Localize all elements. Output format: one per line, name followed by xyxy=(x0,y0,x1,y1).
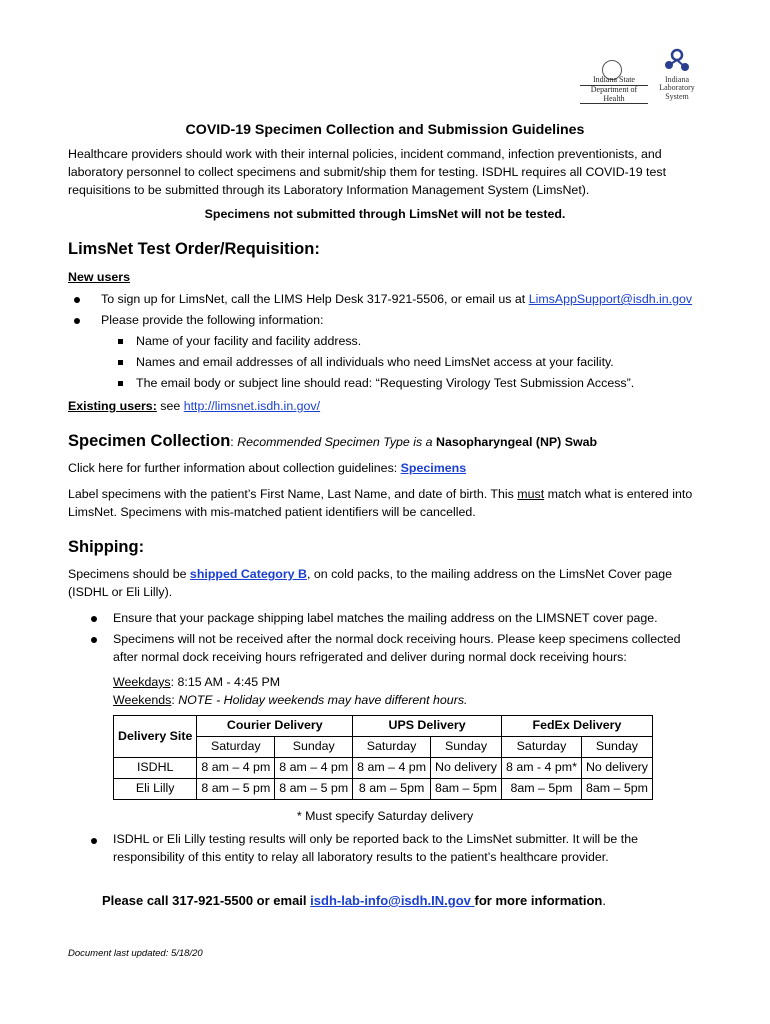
weekends-label: Weekends xyxy=(113,692,172,707)
saturday-delivery-note: * Must specify Saturday delivery xyxy=(296,809,474,823)
table-row xyxy=(114,758,653,779)
table-row xyxy=(114,779,653,800)
square-bullet-icon xyxy=(118,339,123,344)
specimen-type: Nasopharyngeal (NP) Swab xyxy=(436,435,598,449)
specimens-link[interactable]: Specimens xyxy=(400,461,467,475)
ups-delivery-header: UPS Delivery xyxy=(353,716,502,737)
existing-users-label: Existing users: xyxy=(68,399,157,413)
limsnet-bullet-signup: To sign up for LimsNet, call the LIMS Help Desk 317-921-5506, or email us at LimsAppSupport@isdh.in.gov xyxy=(101,292,693,306)
hours-cell: 8am – 5pm xyxy=(431,779,502,800)
specimen-type-note: Recommended Specimen Type is a xyxy=(237,435,436,449)
site-cell: Eli Lilly xyxy=(114,779,197,800)
dock-hours: Weekdays: 8:15 AM - 4:45 PM Weekends: NOTE - Holiday weekends may have different hours. xyxy=(113,675,468,707)
lims-support-email-link[interactable]: LimsAppSupport@isdh.in.gov xyxy=(528,292,693,306)
day-header: Sunday xyxy=(581,737,652,758)
limsnet-url-link[interactable]: http://limsnet.isdh.in.gov/ xyxy=(183,399,321,413)
hours-cell: No delivery xyxy=(431,758,502,779)
limsnet-heading: LimsNet Test Order/Requisition: xyxy=(68,240,320,258)
day-header: Sunday xyxy=(431,737,502,758)
ils-logo-line-1: Indiana xyxy=(665,75,689,84)
lab-info-email-link[interactable]: isdh-lab-info@isdh.IN.gov xyxy=(310,893,475,908)
delivery-schedule-table xyxy=(113,715,653,800)
shipping-heading: Shipping: xyxy=(68,538,145,556)
shipping-bullet-hours: Specimens will not be received after the normal dock receiving hours. Please keep specimens collected after normal dock receiving hours refrigerated and deliver during normal dock receiving hours: xyxy=(113,632,681,664)
isdh-logo-line-2: Department of Health xyxy=(580,86,648,105)
day-header: Saturday xyxy=(197,737,275,758)
weekends-note: NOTE - Holiday weekends may have different hours. xyxy=(178,692,468,707)
day-header: Sunday xyxy=(275,737,353,758)
limsnet-bullet-info: Please provide the following information: xyxy=(101,313,324,327)
indiana-lab-system-icon xyxy=(662,48,692,74)
label-specimens-paragraph: Label specimens with the patient’s First Name, Last Name, and date of birth. This must match what is entered into LimsNet. Specimens with mis-matched patient identifiers will be cancelled. xyxy=(68,487,693,519)
last-updated-footer: Document last updated: 5/18/20 xyxy=(68,948,203,959)
isdh-logo-line-1: Indiana State xyxy=(580,76,648,86)
hours-cell: 8am – 5pm xyxy=(502,779,582,800)
delivery-site-header: Delivery Site xyxy=(114,716,197,758)
new-users-label: New users xyxy=(68,270,130,284)
hours-cell: 8 am – 5pm xyxy=(353,779,431,800)
site-cell: ISDHL xyxy=(114,758,197,779)
courier-delivery-header: Courier Delivery xyxy=(197,716,353,737)
day-header: Saturday xyxy=(353,737,431,758)
info-item: Names and email addresses of all individuals who need LimsNet access at your facility. xyxy=(136,355,614,369)
info-item: The email body or subject line should read: “Requesting Virology Test Submission Access”. xyxy=(136,376,635,390)
specimen-heading: Specimen Collection: Recommended Specimen Type is a Nasopharyngeal (NP) Swab xyxy=(68,432,598,450)
collection-guidelines-line: Click here for further information about collection guidelines: Specimens xyxy=(68,461,467,475)
square-bullet-icon xyxy=(118,381,123,386)
existing-users: Existing users: see http://limsnet.isdh.in.gov/ xyxy=(68,399,321,413)
square-bullet-icon xyxy=(118,360,123,365)
bullet-icon xyxy=(91,616,97,622)
closing-line: Please call 317-921-5500 or email isdh-lab-info@isdh.IN.gov for more information. xyxy=(102,893,606,908)
isdh-logo xyxy=(580,60,648,104)
weekdays-label: Weekdays xyxy=(113,675,171,689)
header-logos xyxy=(580,48,700,112)
fedex-delivery-header: FedEx Delivery xyxy=(502,716,653,737)
results-reporting-bullet: ISDHL or Eli Lilly testing results will only be reported back to the LimsNet submitter. It will be the responsibility of this entity to relay all laboratory results to the patient’s healthcare provider. xyxy=(113,832,638,864)
bullet-icon xyxy=(91,637,97,643)
hours-cell: 8 am – 4 pm xyxy=(275,758,353,779)
info-item: Name of your facility and facility address. xyxy=(136,334,362,348)
shipped-category-b-link[interactable]: shipped Category B xyxy=(189,567,307,581)
hours-cell: 8 am – 5 pm xyxy=(275,779,353,800)
hours-cell: 8 am – 4 pm xyxy=(197,758,275,779)
shipping-bullet-label: Ensure that your package shipping label matches the mailing address on the LIMSNET cover page. xyxy=(113,611,658,625)
document-title: COVID-19 Specimen Collection and Submission Guidelines xyxy=(185,122,585,138)
hours-cell: 8 am – 5 pm xyxy=(197,779,275,800)
ils-logo xyxy=(654,48,700,112)
day-header: Saturday xyxy=(502,737,582,758)
bullet-icon xyxy=(74,318,80,324)
shipping-paragraph: Specimens should be shipped Category B, on cold packs, to the mailing address on the LimsNet Cover page (ISDHL or Eli Lilly). xyxy=(68,567,673,599)
hours-cell: 8 am – 4 pm xyxy=(353,758,431,779)
intro-paragraph: Healthcare providers should work with their internal policies, incident command, infection preventionists, and laboratory personnel to collect specimens and submit/ship them for testing. ISDHL requires all COVID-19 test requisitions to be submitted through its Laboratory Information Management System (LimsNet). xyxy=(68,147,667,197)
hours-cell: 8am – 5pm xyxy=(581,779,652,800)
warning-text: Specimens not submitted through LimsNet will not be tested. xyxy=(204,207,566,221)
bullet-icon xyxy=(74,297,80,303)
ils-logo-line-3: System xyxy=(665,91,689,101)
hours-cell: 8 am - 4 pm* xyxy=(502,758,582,779)
weekdays-hours: : 8:15 AM - 4:45 PM xyxy=(170,675,281,689)
bullet-icon xyxy=(91,838,97,844)
hours-cell: No delivery xyxy=(581,758,652,779)
ils-logo-line-2: Laboratory xyxy=(659,83,695,93)
